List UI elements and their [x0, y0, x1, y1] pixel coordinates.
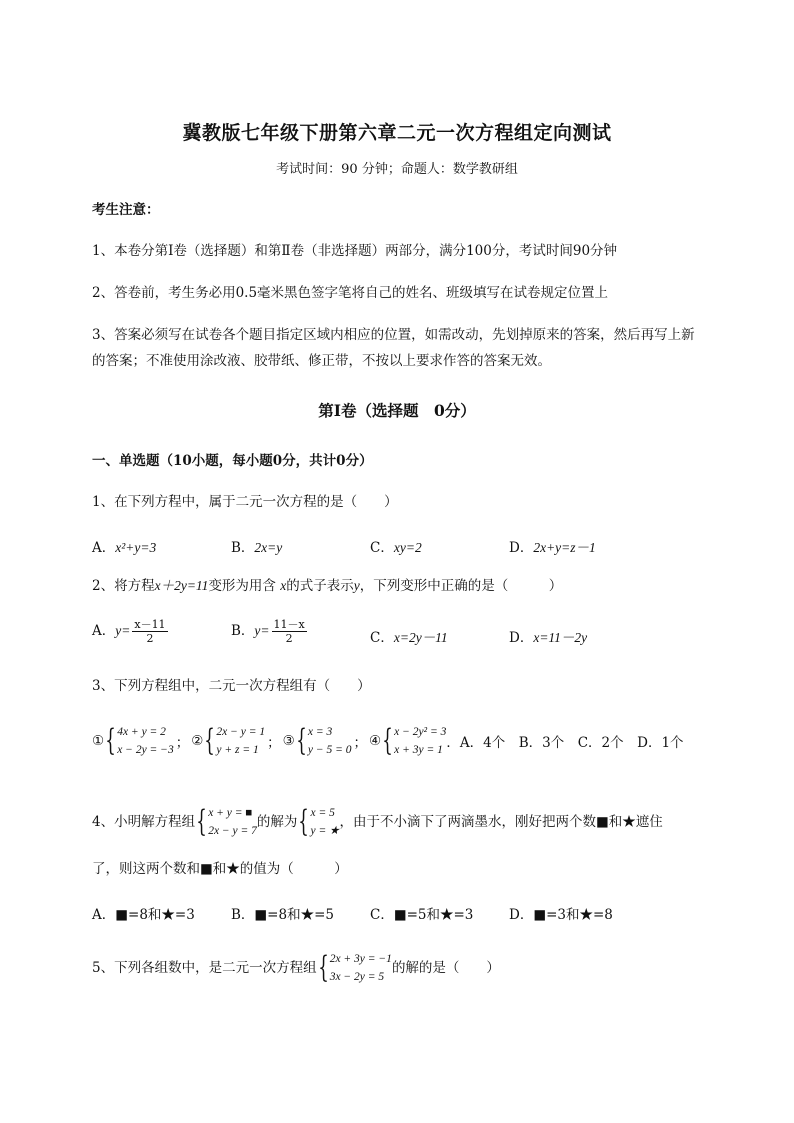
brace-icon: {: [105, 723, 116, 758]
q3-system-3-label: ③: [282, 733, 295, 749]
q1-option-d[interactable]: [509, 536, 596, 556]
notice-item-3-cont: 的答案；不准使用涂改液、胶带纸、修正带，不按以上要求作答的答案无效。: [92, 353, 551, 369]
q4-solution-y: y = ★: [310, 825, 340, 837]
q2-option-a[interactable]: [92, 618, 170, 645]
question-5-stem: [92, 950, 500, 986]
q3-system-2-label: ②: [191, 733, 204, 749]
q2-option-b-numerator: 11－x: [273, 618, 305, 631]
q5-stem-suffix: 的解的是（ ）: [391, 960, 500, 976]
q1-option-b-label: B．: [231, 540, 255, 556]
q2-stem-mid: 变形为用含: [208, 578, 276, 594]
q4-system: [195, 804, 257, 840]
q2-option-a-denominator: 2: [146, 632, 154, 645]
brace-icon: {: [204, 723, 216, 758]
q3-system-4-eq2: x + 3y = 1: [394, 744, 443, 756]
q2-option-c[interactable]: [370, 626, 448, 646]
question-1-stem: 1、在下列方程中，属于二元一次方程的是（ ）: [92, 494, 398, 510]
q1-option-a[interactable]: [92, 536, 156, 556]
notice-heading: 考生注意：: [92, 202, 160, 218]
q2-stem-mid2: 的式子表示: [286, 578, 354, 594]
brace-icon: {: [382, 723, 393, 758]
q3-system-4-eq1: x − 2y² = 3: [394, 726, 447, 738]
page-title: 冀教版七年级下册第六章二元一次方程组定向测试: [182, 122, 612, 144]
q2-option-b-fraction: [272, 618, 307, 645]
q3-system-4-label: ④: [368, 733, 382, 749]
q2-option-c-expr: x=2y－11: [393, 630, 448, 645]
q4-stem-prefix: 4、小明解方程组: [92, 814, 196, 830]
q2-stem-var-y: y: [353, 578, 360, 593]
q4-system-eq1: x + y = ■: [208, 807, 253, 819]
q3-system-2-eq1: 2x − y = 1: [216, 726, 266, 738]
q5-system-eq2: 3x − 2y = 5: [329, 971, 385, 983]
q4-option-d[interactable]: D．■=3和★=8: [509, 907, 613, 923]
brace-icon: {: [317, 950, 329, 985]
brace-icon: {: [296, 723, 307, 758]
q1-option-a-expr: x²+y=3: [115, 540, 157, 555]
question-3-systems: [92, 723, 684, 759]
q2-stem-suffix: ，下列变形中正确的是（ ）: [359, 578, 563, 594]
question-2-stem: [92, 575, 562, 597]
q4-solution-x: x = 5: [310, 807, 335, 819]
exam-info: 考试时间：90 分钟；命题人：数学教研组: [276, 162, 518, 177]
q4-stem-suffix: ，由于不小滴下了两滴墨水，刚好把两个数■和★遮住: [339, 814, 663, 830]
q4-stem-mid: 的解为: [256, 814, 298, 830]
q2-option-d-expr: x=11－2y: [533, 630, 588, 645]
question-3-stem: 3、下列方程组中，二元一次方程组有（ ）: [92, 678, 371, 694]
q3-system-3-eq2: y − 5 = 0: [307, 744, 352, 756]
q4-option-c[interactable]: C．■=5和★=3: [370, 907, 474, 923]
q3-system-3: [295, 723, 352, 759]
q2-stem-equation: x＋2y=11: [154, 578, 209, 593]
question-4-stem-cont: 了，则这两个数和■和★的值为（ ）: [92, 861, 348, 877]
q1-option-c-expr: xy=2: [393, 540, 422, 555]
q3-separator-1: ；: [175, 735, 190, 751]
q3-system-1-eq1: 4x + y = 2: [117, 726, 166, 738]
q2-option-b-denominator: 2: [285, 632, 293, 645]
part-heading: 一、单选题（10小题，每小题0分，共计0分）: [92, 453, 373, 469]
notice-item-2: 2、答卷前，考生务必用0.5毫米黑色签字笔将自己的姓名、班级填写在试卷规定位置上: [92, 285, 609, 301]
q4-solution: [297, 804, 339, 840]
q3-system-3-eq1: x = 3: [307, 726, 333, 738]
notice-item-1: 1、本卷分第Ⅰ卷（选择题）和第Ⅱ卷（非选择题）两部分，满分100分，考试时间90分钟: [92, 243, 618, 259]
q3-separator-2: ；: [267, 735, 281, 751]
q2-option-a-numerator: x－11: [134, 618, 166, 631]
q3-options[interactable]: ．A．4个 B．3个 C．2个 D．1个: [446, 735, 684, 751]
q1-option-d-label: D．: [509, 540, 534, 556]
q4-system-eq2: 2x − y = 7: [208, 825, 257, 837]
q3-system-2: [203, 723, 265, 759]
q4-option-b[interactable]: B．■=8和★=5: [231, 907, 334, 923]
q2-stem-var-x: x: [280, 578, 287, 593]
q1-option-b-expr: 2x=y: [254, 540, 283, 555]
q1-option-a-label: A．: [92, 540, 116, 556]
q3-system-4: [381, 723, 446, 759]
q1-option-c[interactable]: [370, 536, 422, 556]
q5-system: [317, 950, 392, 986]
section-title: 第Ⅰ卷（选择题 0分）: [318, 401, 476, 420]
q3-separator-3: ；: [353, 735, 367, 751]
q2-option-c-label: C．: [370, 630, 394, 646]
q4-option-a[interactable]: A．■=8和★=3: [92, 907, 195, 923]
brace-icon: {: [298, 804, 310, 839]
q3-system-2-eq2: y + z = 1: [216, 744, 259, 756]
q1-option-b[interactable]: [231, 536, 282, 556]
q2-option-a-lhs: y=: [115, 623, 131, 638]
q2-option-b[interactable]: [231, 618, 309, 645]
notice-item-3: 3、答案必须写在试卷各个题目指定区域内相应的位置，如需改动，先划掉原来的答案，然后再写上新: [92, 327, 695, 343]
q2-stem-prefix: 2、将方程: [92, 578, 155, 594]
question-4-stem: [92, 804, 663, 840]
q5-stem-prefix: 5、下列各组数中，是二元一次方程组: [92, 960, 317, 976]
q5-system-eq1: 2x + 3y = −1: [329, 953, 392, 965]
q2-option-a-label: A．: [92, 623, 116, 639]
brace-icon: {: [196, 804, 207, 839]
q2-option-b-lhs: y=: [254, 623, 270, 638]
q2-option-d-label: D．: [509, 630, 534, 646]
q2-option-a-fraction: [132, 618, 167, 645]
q1-option-d-expr: 2x+y=z－1: [533, 540, 596, 555]
q3-system-1-eq2: x − 2y = −3: [117, 744, 174, 756]
q2-option-b-label: B．: [231, 623, 255, 639]
q3-system-1: [104, 723, 174, 759]
q3-system-1-label: ①: [92, 733, 105, 749]
q1-option-c-label: C．: [370, 540, 394, 556]
q2-option-d[interactable]: [509, 626, 587, 646]
